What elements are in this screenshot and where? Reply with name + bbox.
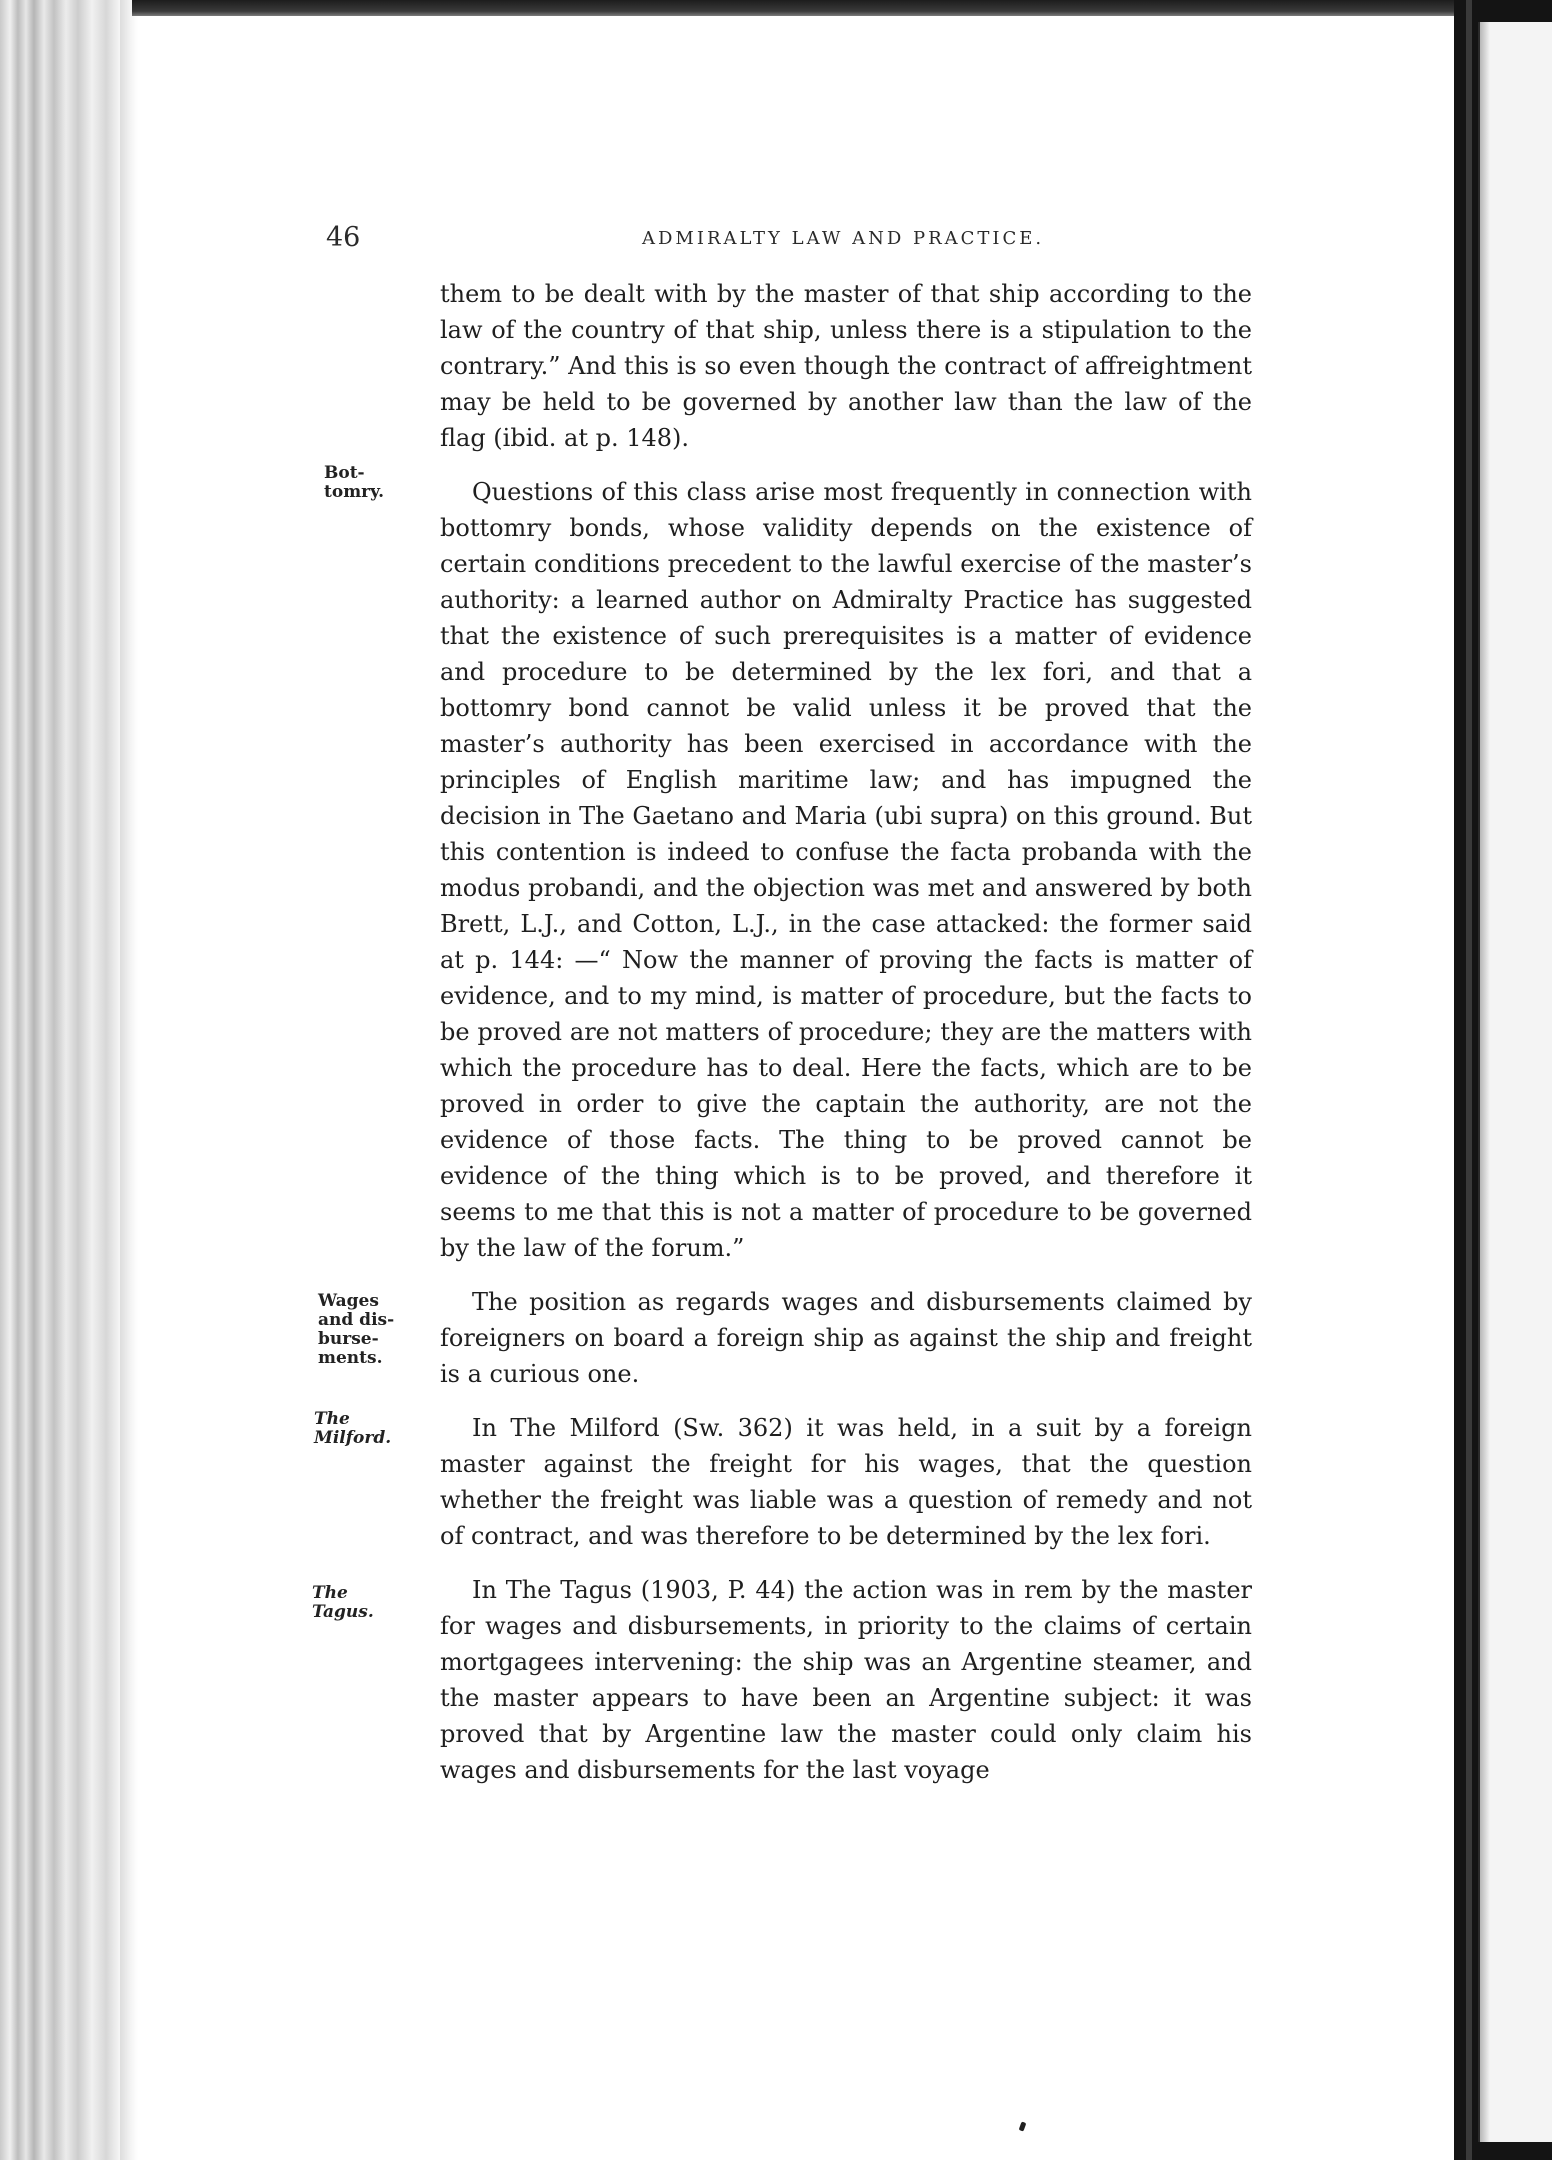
next-page-edge — [1478, 22, 1552, 2142]
paragraph-wages: The position as regards wages and disbursements claimed by foreigners on board a foreign ship as against the ship and freight is a curious one. — [440, 1288, 1252, 1388]
paragraph-continuation: them to be dealt with by the master of that ship according to the law of the country of that ship, unless there is a stipulation to the contrary.” And this is so even though the contract of affreightment may be held to be governed by another law than the law of the flag (ibid. at p. 148). — [440, 280, 1252, 452]
side-note-bottomry: Bot- tomry. — [324, 463, 384, 502]
side-note-milford: The Milford. — [314, 1409, 392, 1448]
scan-speck — [1019, 2121, 1027, 2131]
page-number: 46 — [326, 222, 361, 253]
paragraph-tagus: In The Tagus (1903, P. 44) the action was in rem by the master for wages and disbursements, in priority to the claims of certain mortgagees intervening: the ship was an Argentine steamer, and the master appears to have been an Argentine subject: it was proved that by Argentine law the master could only claim his wages and disbursements for the last voyage — [440, 1576, 1252, 1784]
paragraph-bottomry: Questions of this class arise most frequently in connection with bottomry bonds, whose validity depends on the existence of certain conditions precedent to the lawful exercise of the master’s authority: a learned author on Admiralty Practice has suggested that the existence of such prerequisites is a matter of evidence and procedure to be determined by the lex fori, and that a bottomry bond cannot be valid unless it be proved that the master’s authority has been exercised in accordance with the principles of English maritime law; and has impugned the decision in The Gaetano and Maria (ubi supra) on this ground. But this contention is indeed to confuse the facta probanda with the modus probandi, and the objection was met and answered by both Brett, L.J., and Cotton, L.J., in the case attacked: the former said at p. 144: —“ Now the manner of proving the facts is matter of evidence, and to my mind, is matter of procedure, but the facts to be proved are not matters of procedure; they are the matters with which the procedure has to deal. Here the facts, which are to be proved in order to give the captain the authority, are not the evidence of those facts. The thing to be proved cannot be evidence of the thing which is to be proved, and therefore it seems to me that this is not a matter of procedure to be governed by the law of the forum.” — [440, 478, 1252, 1262]
body-text — [440, 276, 1252, 1788]
side-note-wages: Wages and dis- burse- ments. — [318, 1291, 395, 1368]
running-head: ADMIRALTY LAW AND PRACTICE. — [642, 228, 1045, 249]
book-binding-gutter — [0, 0, 132, 2160]
side-note-tagus: The Tagus. — [312, 1583, 374, 1622]
scanner-top-band — [0, 0, 1552, 16]
paragraph-milford: In The Milford (Sw. 362) it was held, in a suit by a foreign master against the freight for his wages, that the question whether the freight was liable was a question of remedy and not of contract, and was therefore to be determined by the lex fori. — [440, 1414, 1252, 1550]
gutter-shadow — [120, 0, 138, 2160]
